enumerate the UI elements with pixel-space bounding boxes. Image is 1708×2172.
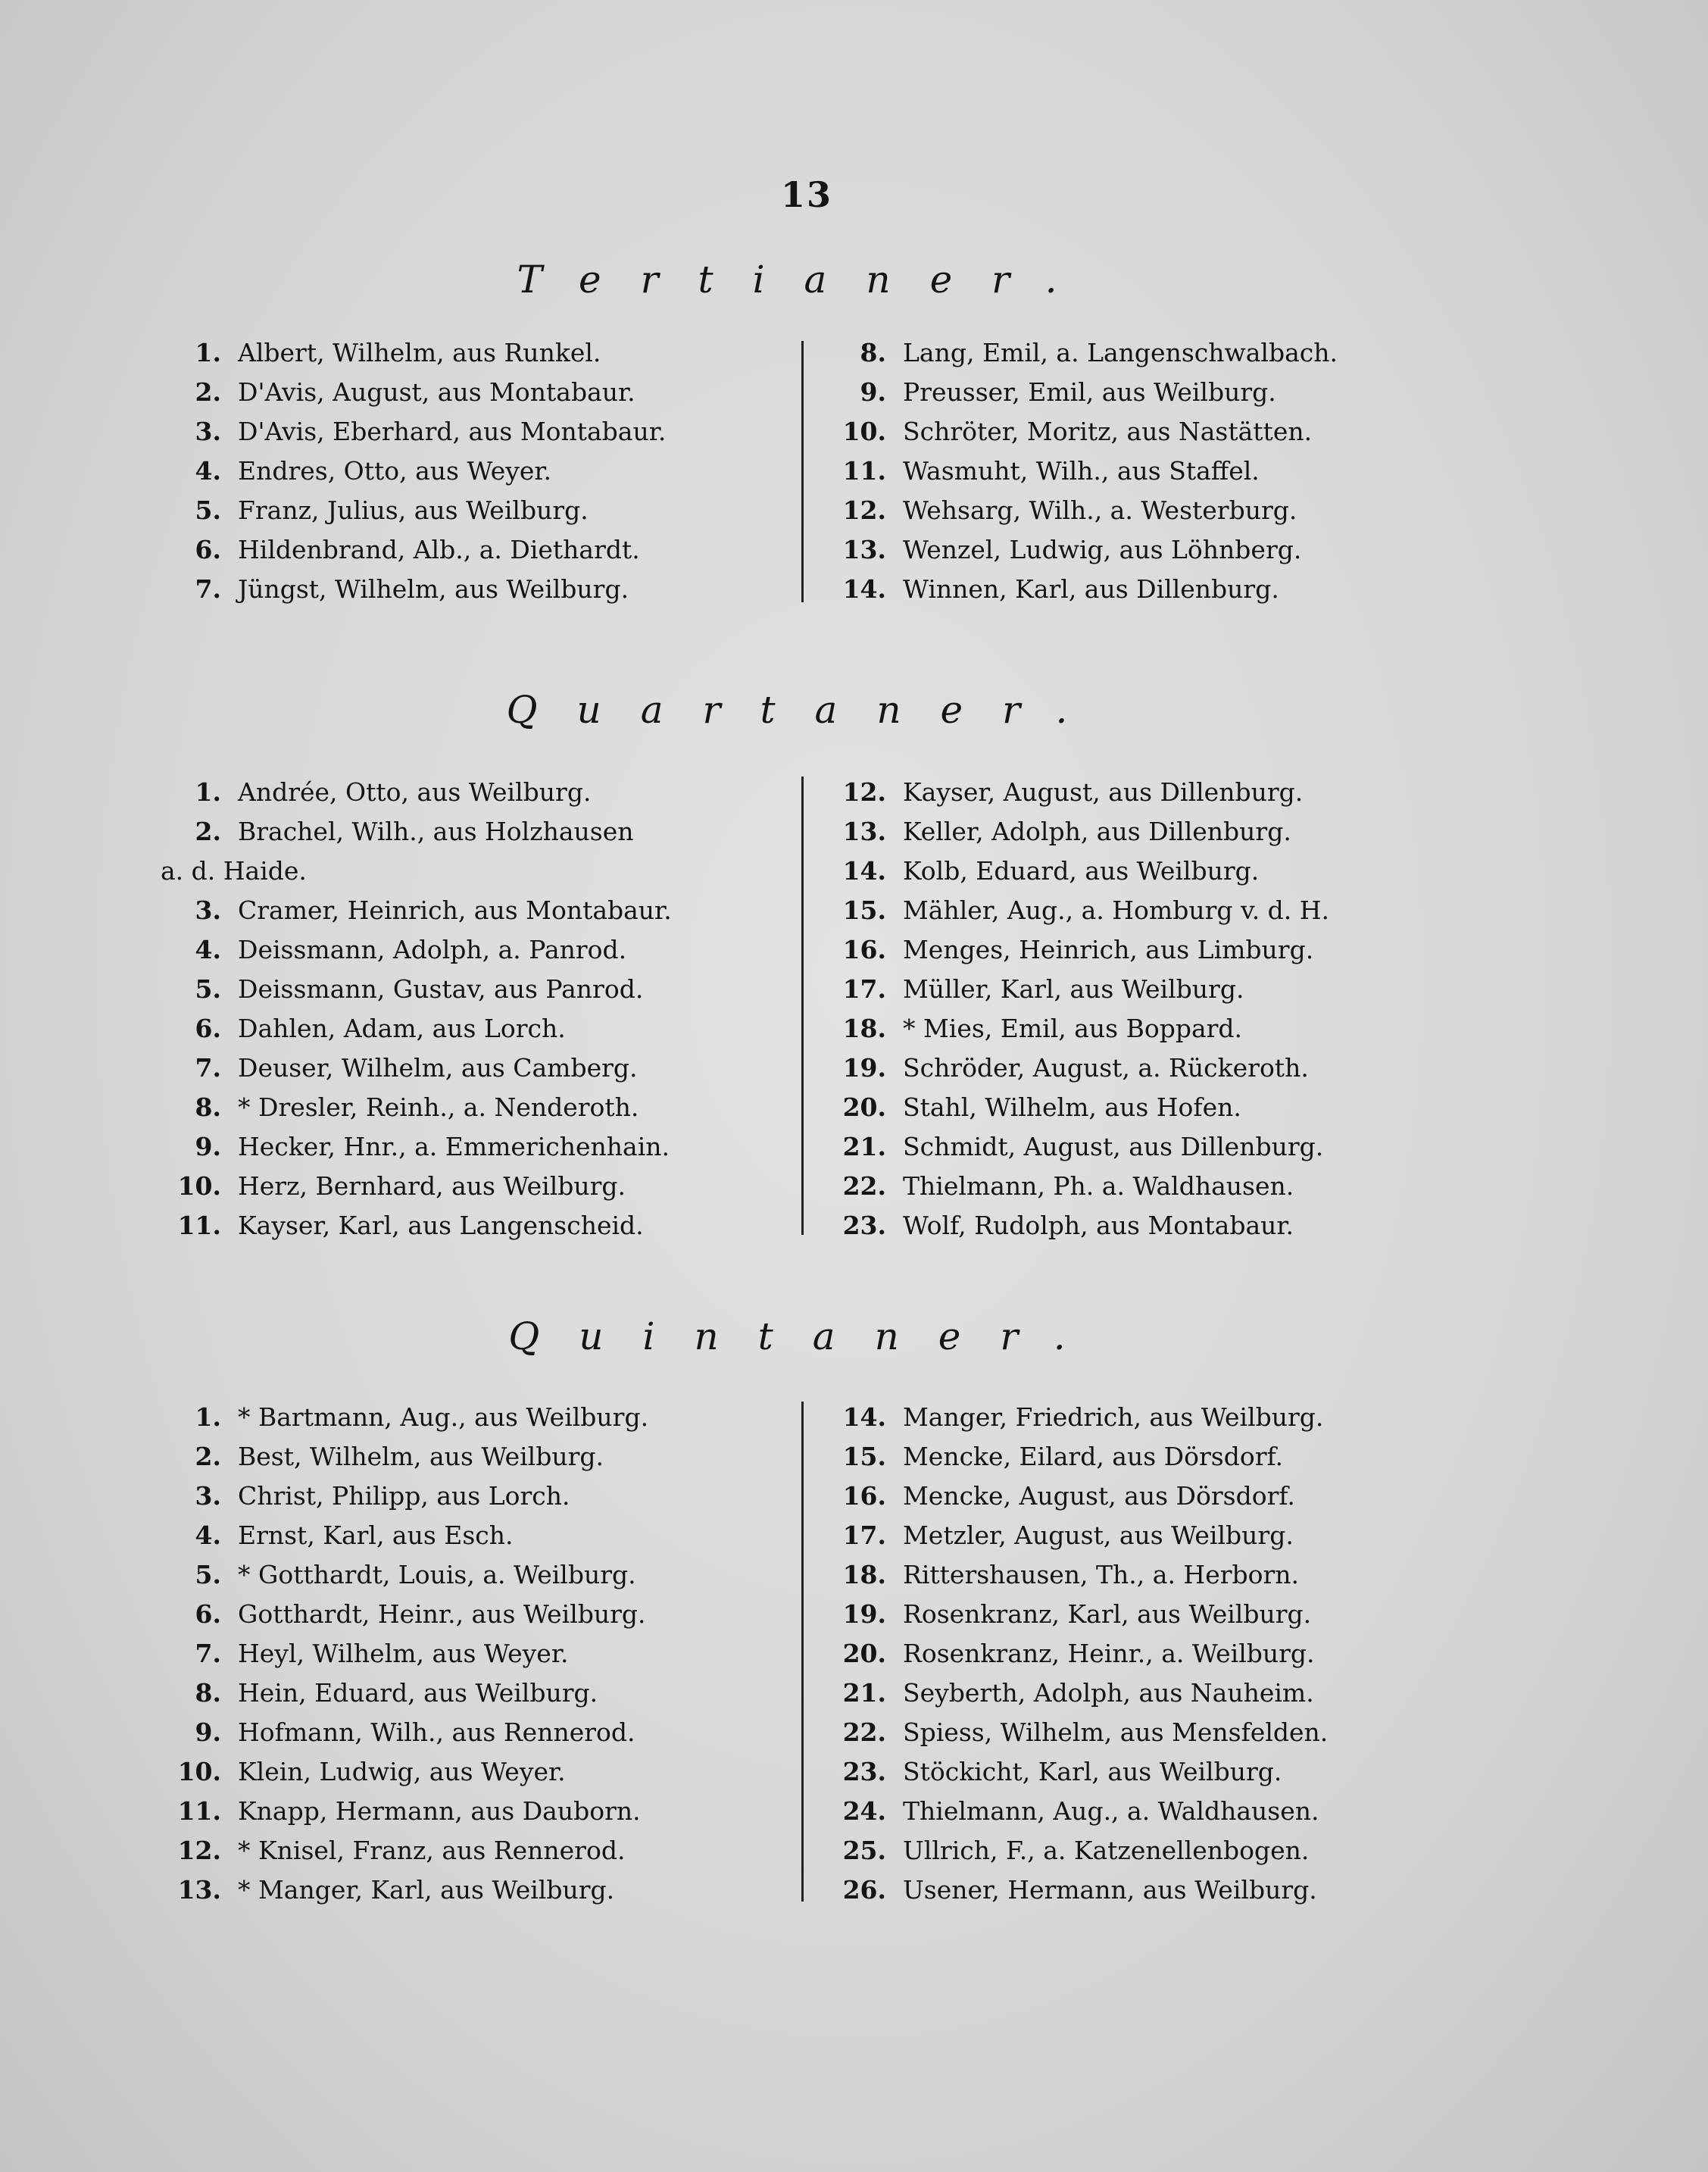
student-entry <box>161 1792 648 1831</box>
entry-text: Winnen, Karl, aus Dillenburg. <box>903 574 1279 604</box>
student-entry <box>161 452 666 491</box>
entry-number: 11. <box>842 456 886 486</box>
entry-text: * Manger, Karl, aus Weilburg. <box>238 1875 615 1905</box>
entry-text: Menges, Heinrich, aus Limburg. <box>903 935 1314 964</box>
entry-number: 14. <box>842 1402 886 1432</box>
student-entry <box>826 852 1329 891</box>
entry-number: 2. <box>195 817 221 846</box>
student-entry <box>161 412 666 452</box>
entry-number: 22. <box>842 1171 886 1201</box>
quintaner-right-list <box>826 1398 1328 1910</box>
entry-number: 5. <box>195 1560 221 1589</box>
quintaner-left-list <box>161 1398 648 1910</box>
entry-text: Preusser, Emil, aus Weilburg. <box>903 377 1276 407</box>
student-entry <box>161 1674 648 1713</box>
entry-text: Albert, Wilhelm, aus Runkel. <box>238 338 601 367</box>
entry-number: 10. <box>842 417 886 446</box>
entry-text: Christ, Philipp, aus Lorch. <box>238 1481 570 1511</box>
entry-number: 6. <box>195 1014 221 1043</box>
entry-text: Wolf, Rudolph, aus Montabaur. <box>903 1211 1294 1240</box>
entry-number: 25. <box>842 1836 886 1865</box>
entry-number: 6. <box>195 1599 221 1629</box>
student-entry <box>161 1516 648 1555</box>
entry-text: Spiess, Wilhelm, aus Mensfelden. <box>903 1717 1329 1747</box>
student-entry <box>161 812 672 852</box>
entry-text: Dahlen, Adam, aus Lorch. <box>238 1014 566 1043</box>
entry-number: 4. <box>195 1520 221 1550</box>
entry-number: 1. <box>195 777 221 807</box>
column-divider <box>801 1402 804 1902</box>
entry-text: Stöckicht, Karl, aus Weilburg. <box>903 1757 1282 1786</box>
entry-number: 9. <box>195 1717 221 1747</box>
tertianer-right-list <box>826 333 1338 609</box>
student-entry <box>826 773 1329 812</box>
entry-text: Hein, Eduard, aus Weilburg. <box>238 1678 598 1708</box>
student-entry <box>161 491 666 530</box>
entry-number: 8. <box>195 1092 221 1122</box>
entry-text: Kolb, Eduard, aus Weilburg. <box>903 856 1260 886</box>
page-number: 13 <box>780 174 832 215</box>
entry-text: Klein, Ludwig, aus Weyer. <box>238 1757 566 1786</box>
student-entry <box>826 1127 1329 1167</box>
student-entry <box>161 1713 648 1752</box>
entry-number: 3. <box>195 1481 221 1511</box>
entry-text: Knapp, Hermann, aus Dauborn. <box>238 1796 641 1826</box>
student-entry <box>161 1555 648 1595</box>
entry-text: * Mies, Emil, aus Boppard. <box>903 1014 1243 1043</box>
student-entry <box>826 373 1338 412</box>
entry-number: 22. <box>842 1717 886 1747</box>
entry-number: 13. <box>842 817 886 846</box>
entry-text: Usener, Hermann, aus Weilburg. <box>903 1875 1317 1905</box>
entry-number: 11. <box>177 1796 221 1826</box>
student-entry <box>826 1713 1328 1752</box>
entry-number: 1. <box>195 338 221 367</box>
student-entry <box>826 530 1338 570</box>
entry-text: Hecker, Hnr., a. Emmerichenhain. <box>238 1132 670 1161</box>
entry-number: 13. <box>177 1875 221 1905</box>
entry-text: Kayser, Karl, aus Langenscheid. <box>238 1211 644 1240</box>
entry-text: Gotthardt, Heinr., aus Weilburg. <box>238 1599 646 1629</box>
student-entry <box>826 891 1329 930</box>
entry-number: 1. <box>195 1402 221 1432</box>
student-entry <box>161 1127 672 1167</box>
entry-text: Ullrich, F., a. Katzenellenbogen. <box>903 1836 1310 1865</box>
entry-number: 6. <box>195 535 221 564</box>
student-entry <box>826 970 1329 1009</box>
student-entry <box>161 930 672 970</box>
entry-number: 21. <box>842 1678 886 1708</box>
student-entry <box>826 1595 1328 1634</box>
entry-text: * Dresler, Reinh., a. Nenderoth. <box>238 1092 639 1122</box>
column-divider <box>801 777 804 1235</box>
entry-number: 10. <box>177 1757 221 1786</box>
student-entry <box>161 333 666 373</box>
section-title-quintaner: Quintaner. <box>508 1314 1105 1358</box>
section-title-tertianer: Tertianer. <box>517 258 1097 302</box>
entry-text: Herz, Bernhard, aus Weilburg. <box>238 1171 626 1201</box>
entry-number: 21. <box>842 1132 886 1161</box>
entry-text: Andrée, Otto, aus Weilburg. <box>238 777 592 807</box>
entry-number: 19. <box>842 1053 886 1083</box>
entry-number: 2. <box>195 1442 221 1471</box>
entry-text: Schröter, Moritz, aus Nastätten. <box>903 417 1313 446</box>
entry-number: 14. <box>842 574 886 604</box>
entry-text: Deissmann, Gustav, aus Panrod. <box>238 974 644 1004</box>
student-entry <box>826 1555 1328 1595</box>
student-entry <box>161 530 666 570</box>
student-entry <box>826 1792 1328 1831</box>
entry-number: 2. <box>195 377 221 407</box>
entry-text: Schmidt, August, aus Dillenburg. <box>903 1132 1324 1161</box>
entry-text: Jüngst, Wilhelm, aus Weilburg. <box>238 574 629 604</box>
entry-text: Lang, Emil, a. Langenschwalbach. <box>903 338 1338 367</box>
entry-text: Brachel, Wilh., aus Holzhausen <box>238 817 634 846</box>
student-entry <box>826 1398 1328 1437</box>
entry-number: 5. <box>195 974 221 1004</box>
entry-number: 16. <box>842 935 886 964</box>
entry-text: Mencke, Eilard, aus Dörsdorf. <box>903 1442 1283 1471</box>
student-entry <box>161 1088 672 1127</box>
entry-text: * Bartmann, Aug., aus Weilburg. <box>238 1402 649 1432</box>
entry-text: a. d. Haide. <box>161 856 307 886</box>
entry-number: 18. <box>842 1560 886 1589</box>
entry-number: 20. <box>842 1092 886 1122</box>
entry-number: 5. <box>195 495 221 525</box>
entry-text: Cramer, Heinrich, aus Montabaur. <box>238 895 672 925</box>
entry-text: Schröder, August, a. Rückeroth. <box>903 1053 1309 1083</box>
student-entry <box>161 373 666 412</box>
student-entry <box>161 1752 648 1792</box>
entry-number: 24. <box>842 1796 886 1826</box>
entry-number: 17. <box>842 974 886 1004</box>
entry-number: 15. <box>842 1442 886 1471</box>
entry-text: Franz, Julius, aus Weilburg. <box>238 495 589 525</box>
column-divider <box>801 341 804 602</box>
entry-number: 7. <box>195 574 221 604</box>
entry-number: 19. <box>842 1599 886 1629</box>
student-entry <box>161 1206 672 1245</box>
student-entry <box>826 333 1338 373</box>
entry-number: 9. <box>860 377 886 407</box>
section-title-quartaner: Quartaner. <box>506 688 1107 732</box>
entry-text: Thielmann, Aug., a. Waldhausen. <box>903 1796 1319 1826</box>
entry-number: 14. <box>842 856 886 886</box>
student-entry <box>826 1167 1329 1206</box>
student-entry <box>161 1048 672 1088</box>
student-entry <box>161 1477 648 1516</box>
entry-number: 23. <box>842 1211 886 1240</box>
entry-number: 26. <box>842 1875 886 1905</box>
entry-text: Wehsarg, Wilh., a. Westerburg. <box>903 495 1297 525</box>
student-entry <box>826 1009 1329 1048</box>
entry-text: Stahl, Wilhelm, aus Hofen. <box>903 1092 1241 1122</box>
tertianer-left-list <box>161 333 666 609</box>
entry-text: D'Avis, Eberhard, aus Montabaur. <box>238 417 667 446</box>
student-entry <box>826 1437 1328 1477</box>
entry-text: Mähler, Aug., a. Homburg v. d. H. <box>903 895 1330 925</box>
entry-number: 12. <box>842 495 886 525</box>
entry-text: Deuser, Wilhelm, aus Camberg. <box>238 1053 638 1083</box>
student-entry <box>161 1437 648 1477</box>
student-entry <box>826 491 1338 530</box>
student-entry <box>826 1088 1329 1127</box>
entry-text: Best, Wilhelm, aus Weilburg. <box>238 1442 604 1471</box>
entry-text: Seyberth, Adolph, aus Nauheim. <box>903 1678 1314 1708</box>
student-entry <box>826 452 1338 491</box>
entry-text: Manger, Friedrich, aus Weilburg. <box>903 1402 1324 1432</box>
entry-number: 3. <box>195 417 221 446</box>
entry-number: 16. <box>842 1481 886 1511</box>
entry-number: 17. <box>842 1520 886 1550</box>
student-entry <box>826 412 1338 452</box>
entry-number: 8. <box>195 1678 221 1708</box>
entry-number: 7. <box>195 1053 221 1083</box>
entry-number: 20. <box>842 1639 886 1668</box>
entry-number: 15. <box>842 895 886 925</box>
entry-text: Deissmann, Adolph, a. Panrod. <box>238 935 627 964</box>
entry-text: Ernst, Karl, aus Esch. <box>238 1520 514 1550</box>
student-entry <box>161 1595 648 1634</box>
quartaner-left-list <box>161 773 672 1245</box>
entry-number: 18. <box>842 1014 886 1043</box>
student-entry <box>826 1870 1328 1910</box>
entry-number: 9. <box>195 1132 221 1161</box>
student-entry <box>161 1634 648 1674</box>
student-entry <box>826 1048 1329 1088</box>
student-entry <box>826 1516 1328 1555</box>
entry-number: 23. <box>842 1757 886 1786</box>
entry-text: Rosenkranz, Heinr., a. Weilburg. <box>903 1639 1315 1668</box>
entry-text: Hofmann, Wilh., aus Rennerod. <box>238 1717 635 1747</box>
student-entry <box>161 852 672 891</box>
student-entry <box>826 1674 1328 1713</box>
entry-text: Kayser, August, aus Dillenburg. <box>903 777 1304 807</box>
student-entry <box>161 1831 648 1870</box>
entry-number: 12. <box>842 777 886 807</box>
entry-text: Hildenbrand, Alb., a. Diethardt. <box>238 535 640 564</box>
entry-number: 4. <box>195 456 221 486</box>
student-entry <box>161 891 672 930</box>
student-entry <box>161 1167 672 1206</box>
entry-text: * Gotthardt, Louis, a. Weilburg. <box>238 1560 636 1589</box>
student-entry <box>161 1398 648 1437</box>
student-entry <box>826 1831 1328 1870</box>
student-entry <box>826 1634 1328 1674</box>
quartaner-right-list <box>826 773 1329 1245</box>
student-entry <box>826 1477 1328 1516</box>
entry-number: 11. <box>177 1211 221 1240</box>
student-entry <box>826 930 1329 970</box>
entry-number: 7. <box>195 1639 221 1668</box>
entry-text: Müller, Karl, aus Weilburg. <box>903 974 1244 1004</box>
entry-number: 10. <box>177 1171 221 1201</box>
entry-text: Thielmann, Ph. a. Waldhausen. <box>903 1171 1294 1201</box>
entry-text: Rosenkranz, Karl, aus Weilburg. <box>903 1599 1312 1629</box>
entry-text: Mencke, August, aus Dörsdorf. <box>903 1481 1295 1511</box>
student-entry <box>161 773 672 812</box>
student-entry <box>826 1206 1329 1245</box>
entry-text: Heyl, Wilhelm, aus Weyer. <box>238 1639 569 1668</box>
entry-number: 3. <box>195 895 221 925</box>
entry-number: 13. <box>842 535 886 564</box>
entry-text: Keller, Adolph, aus Dillenburg. <box>903 817 1291 846</box>
entry-text: Metzler, August, aus Weilburg. <box>903 1520 1294 1550</box>
entry-text: Endres, Otto, aus Weyer. <box>238 456 552 486</box>
student-entry <box>826 570 1338 609</box>
student-entry <box>826 1752 1328 1792</box>
student-entry <box>161 970 672 1009</box>
student-entry <box>161 570 666 609</box>
student-entry <box>161 1870 648 1910</box>
entry-text: Rittershausen, Th., a. Herborn. <box>903 1560 1300 1589</box>
entry-number: 12. <box>177 1836 221 1865</box>
entry-number: 4. <box>195 935 221 964</box>
entry-text: Wasmuht, Wilh., aus Staffel. <box>903 456 1260 486</box>
entry-text: * Knisel, Franz, aus Rennerod. <box>238 1836 626 1865</box>
student-entry <box>826 812 1329 852</box>
student-entry <box>161 1009 672 1048</box>
entry-number: 8. <box>860 338 886 367</box>
entry-text: D'Avis, August, aus Montabaur. <box>238 377 635 407</box>
entry-text: Wenzel, Ludwig, aus Löhnberg. <box>903 535 1302 564</box>
